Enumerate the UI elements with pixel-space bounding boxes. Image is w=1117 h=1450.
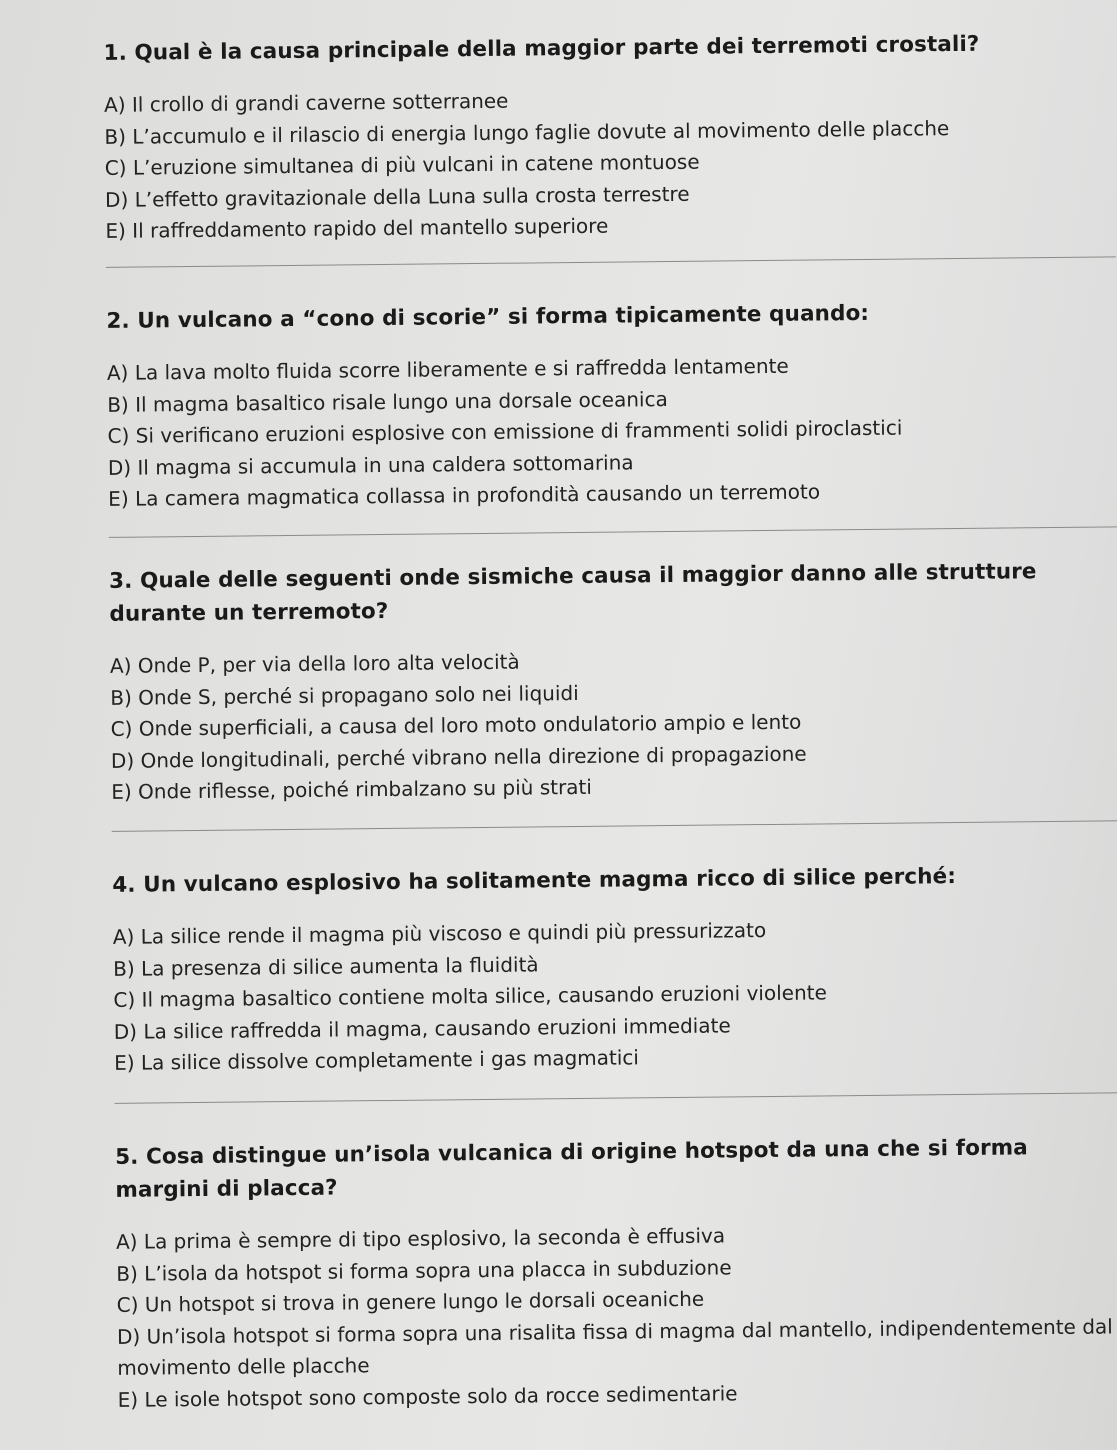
question-4-title: 4. Un vulcano esplosivo ha solitamente magma ricco di silice perché: xyxy=(112,864,957,898)
question-5-title: 5. Cosa distingue un’isola vulcanica di origine hotspot da una che si forma margini di placca? xyxy=(114,1135,1028,1203)
divider-2-wrap xyxy=(109,526,1117,537)
divider xyxy=(112,820,1117,832)
question-1 xyxy=(103,26,1115,247)
question-2-option-a: A) La lava molto fluida scorre liberamente e si raffredda lentamente xyxy=(106,353,789,385)
question-5 xyxy=(115,1130,1117,1416)
question-3-option-b: B) Onde S, perché si propagano solo nei liquidi xyxy=(110,680,579,710)
question-3 xyxy=(109,554,1117,808)
question-5-option-a: A) La prima è sempre di tipo esplosivo, la seconda è effusiva xyxy=(115,1223,726,1254)
divider xyxy=(115,1092,1117,1104)
question-5-option-e: E) Le isole hotspot sono composte solo da rocce sedimentarie xyxy=(117,1380,738,1412)
question-1-option-b: B) L’accumulo e il rilascio di energia lungo faglie dovute al movimento delle placche xyxy=(104,115,950,149)
question-2 xyxy=(106,294,1117,515)
question-1-title: 1. Qual è la causa principale della maggior parte dei terremoti crostali? xyxy=(103,31,980,66)
divider-1-wrap xyxy=(106,256,1116,267)
question-1-option-e: E) Il raffreddamento rapido del mantello superiore xyxy=(105,213,609,243)
question-4-option-a: A) La silice rende il magma più viscoso e quindi più pressurizzato xyxy=(112,918,767,949)
question-3-title: 3. Quale delle seguenti onde sismiche causa il maggior danno alle strutture durante un terremoto? xyxy=(108,559,1037,627)
question-4 xyxy=(112,858,1117,1079)
question-3-option-c: C) Onde superficiali, a causa del loro moto ondulatorio ampio e lento xyxy=(110,709,802,741)
question-5-option-b: B) L’isola da hotspot si forma sopra una placca in subduzione xyxy=(116,1254,732,1286)
question-2-option-c: C) Si verificano eruzioni esplosive con emissione di frammenti solidi piroclastici xyxy=(107,415,903,448)
question-2-option-d: D) Il magma si accumula in una caldera sottomarina xyxy=(107,449,634,480)
question-2-title: 2. Un vulcano a “cono di scorie” si forma tipicamente quando: xyxy=(106,300,870,334)
question-3-option-a: A) Onde P, per via della loro alta velocità xyxy=(109,649,520,678)
question-4-option-e: E) La silice dissolve completamente i gas magmatici xyxy=(114,1045,640,1075)
question-2-option-e: E) La camera magmatica collassa in profondità causando un terremoto xyxy=(108,479,821,511)
question-5-option-c: C) Un hotspot si trova in genere lungo le dorsali oceaniche xyxy=(116,1286,705,1317)
question-1-option-d: D) L’effetto gravitazionale della Luna sulla crosta terrestre xyxy=(104,181,690,212)
question-4-option-c: C) Il magma basaltico contiene molta silice, causando eruzioni violente xyxy=(113,980,827,1012)
question-4-option-b: B) La presenza di silice aumenta la fluidità xyxy=(113,951,539,981)
divider-4-wrap xyxy=(115,1092,1117,1103)
question-2-option-b: B) Il magma basaltico risale lungo una dorsale oceanica xyxy=(107,386,668,417)
divider xyxy=(106,256,1116,268)
question-1-option-c: C) L’eruzione simultanea di più vulcani in catene montuose xyxy=(104,149,700,180)
question-1-option-a: A) Il crollo di grandi caverne sotterranee xyxy=(103,88,509,117)
divider-3-wrap xyxy=(112,820,1117,831)
question-5-option-d: D) Un’isola hotspot si forma sopra una risalita fissa di magma dal mantello, indipendentemente dal movimento delle placche xyxy=(116,1313,1113,1380)
question-4-option-d: D) La silice raffredda il magma, causando eruzioni immediate xyxy=(113,1012,731,1044)
divider xyxy=(109,526,1117,538)
question-3-option-e: E) Onde riflesse, poiché rimbalzano su più strati xyxy=(111,774,593,804)
question-3-option-d: D) Onde longitudinali, perché vibrano nella direzione di propagazione xyxy=(110,741,807,773)
